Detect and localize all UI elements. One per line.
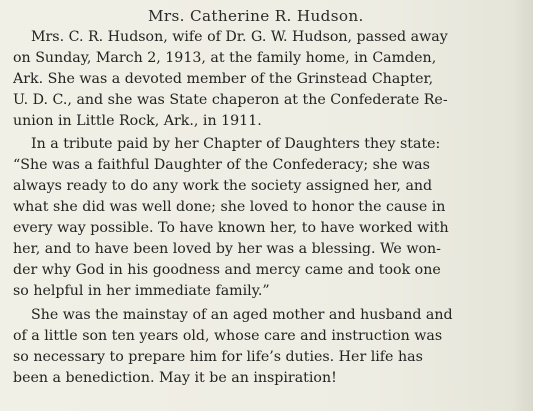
text-line: so necessary to prepare him for life’s duties. Her life has (13, 349, 423, 365)
text-line: Ark. She was a devoted member of the Grinstead Chapter, (13, 71, 434, 87)
text-line: what she did was well done; she loved to honor the cause in (13, 199, 446, 215)
text-line: been a benediction. May it be an inspiration! (13, 370, 337, 386)
text-line: her, and to have been loved by her was a blessing. We won- (13, 241, 441, 257)
text-line: on Sunday, March 2, 1913, at the family home, in Camden, (13, 50, 437, 66)
text-line: “She was a faithful Daughter of the Confederacy; she was (13, 157, 430, 173)
text-line: union in Little Rock, Ark., in 1911. (13, 113, 262, 129)
text-line: always ready to do any work the society assigned her, and (13, 178, 433, 194)
text-line: every way possible. To have known her, to have worked with (13, 220, 449, 236)
text-line: In a tribute paid by her Chapter of Daughters they state: (31, 136, 441, 152)
text-line: der why God in his goodness and mercy came and took one (13, 262, 441, 278)
text-line: of a little son ten years old, whose care and instruction was (13, 328, 443, 344)
text-line: She was the mainstay of an aged mother and husband and (31, 307, 453, 323)
text-line: U. D. C., and she was State chaperon at the Confederate Re- (13, 92, 448, 108)
text-line: so helpful in her immediate family.” (13, 283, 270, 299)
obituary-title: Mrs. Catherine R. Hudson. (148, 7, 364, 25)
text-line: Mrs. C. R. Hudson, wife of Dr. G. W. Hudson, passed away (31, 29, 448, 45)
